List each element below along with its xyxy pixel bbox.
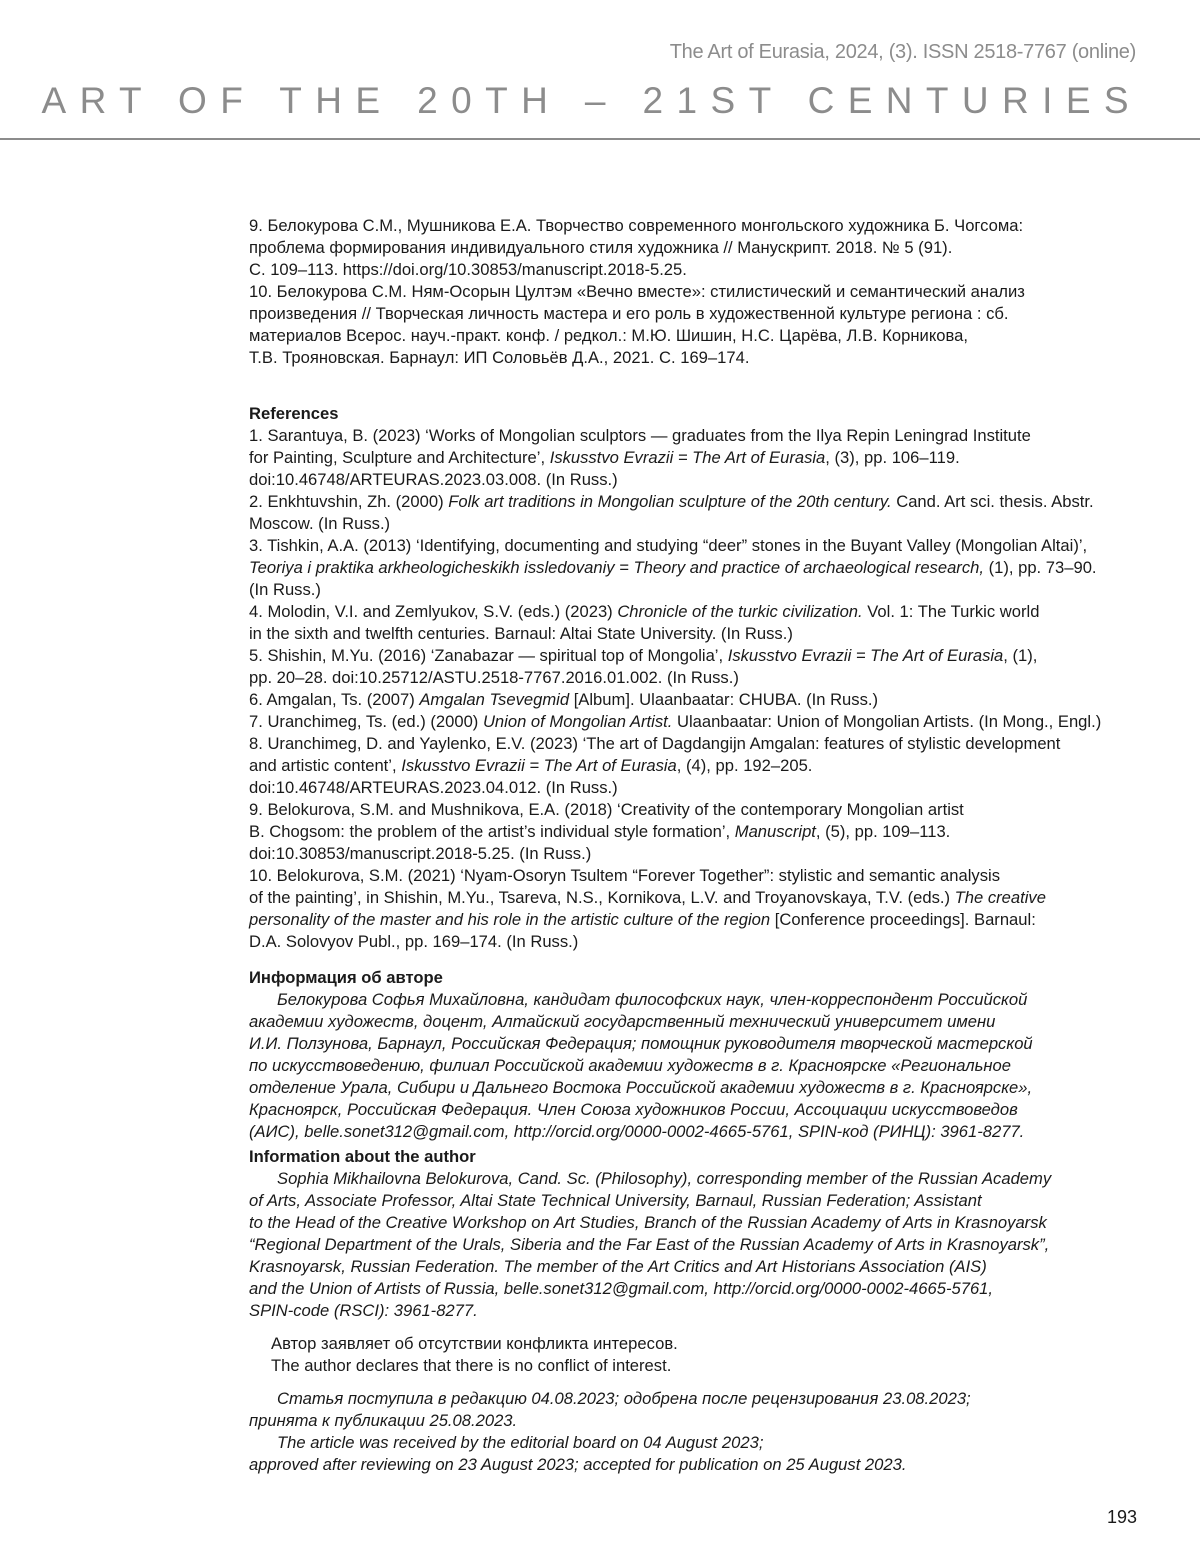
author-info-ru-line: академии художеств, доцент, Алтайский государственный технический университет имени: [249, 1012, 996, 1031]
ref-1-line-2: for Painting, Sculpture and Architecture’, Iskusstvo Evrazii = The Art of Eurasia, (3), pp. 106–119.: [249, 448, 960, 467]
ref-ru-10-line-1: 10. Белокурова С.М. Ням-Осорын Цултэм «Вечно вместе»: стилистический и семантический анализ: [249, 282, 1025, 301]
ref-4-line-1: 4. Molodin, V.I. and Zemlyukov, S.V. (eds.) (2023) Chronicle of the turkic civilization. Vol. 1: The Turkic world: [249, 602, 1040, 621]
ref-6: 6. Amgalan, Ts. (2007) Amgalan Tsevegmid [Album]. Ulaanbaatar: CHUBA. (In Russ.): [249, 690, 879, 709]
dates-en-line-1: The article was received by the editorial board on 04 August 2023;: [277, 1433, 764, 1452]
conflict-en: The author declares that there is no conflict of interest.: [271, 1356, 672, 1375]
author-info-en-line: “Regional Department of the Urals, Siberia and the Far East of the Russian Academy of Arts in Krasnoyarsk”,: [249, 1235, 1050, 1254]
ref-ru-9-line-2: проблема формирования индивидуального стиля художника // Манускрипт. 2018. № 5 (91).: [249, 238, 953, 257]
article-body: [249, 215, 1144, 1476]
ref-5-line-2: pp. 20–28. doi:10.25712/ASTU.2518-7767.2016.01.002. (In Russ.): [249, 668, 739, 687]
author-info-ru-line: по искусствоведению, филиал Российской академии художеств в г. Красноярске «Региональное: [249, 1056, 1011, 1075]
ref-8-line-3: doi:10.46748/ARTEURAS.2023.04.012. (In Russ.): [249, 778, 618, 797]
author-info-en-line: to the Head of the Creative Workshop on Art Studies, Branch of the Russian Academy of Arts in Krasnoyarsk: [249, 1213, 1047, 1232]
ref-ru-9-line-3: С. 109–113. https://doi.org/10.30853/manuscript.2018-5.25.: [249, 260, 687, 279]
author-info-ru-line: И.И. Ползунова, Барнаул, Российская Федерация; помощник руководителя творческой мастерской: [249, 1034, 1033, 1053]
ref-5-line-1: 5. Shishin, M.Yu. (2016) ‘Zanabazar — spiritual top of Mongolia’, Iskusstvo Evrazii = The Art of Eurasia, (1),: [249, 646, 1038, 665]
ref-10-line-1: 10. Belokurova, S.M. (2021) ‘Nyam-Osoryn Tsultem “Forever Together”: stylistic and semantic analysis: [249, 866, 1000, 885]
ref-8-line-1: 8. Uranchimeg, D. and Yaylenko, E.V. (2023) ‘The art of Dagdangijn Amgalan: features of stylistic development: [249, 734, 1061, 753]
dates-en-line-2: approved after reviewing on 23 August 2023; accepted for publication on 25 August 2023.: [249, 1455, 907, 1474]
ref-10-line-4: D.A. Solovyov Publ., pp. 169–174. (In Russ.): [249, 932, 579, 951]
author-info-ru-line: Белокурова Софья Михайловна, кандидат философских наук, член-корреспондент Российской: [277, 990, 1028, 1009]
ref-2-line-1: 2. Enkhtuvshin, Zh. (2000) Folk art traditions in Mongolian sculpture of the 20th century. Cand. Art sci. thesis. Abstr.: [249, 492, 1094, 511]
author-info-en: [249, 1146, 1144, 1322]
dates-ru-line-1: Статья поступила в редакцию 04.08.2023; одобрена после рецензирования 23.08.2023;: [277, 1389, 971, 1408]
author-info-en-line: SPIN-code (RSCI): 3961-8277.: [249, 1301, 478, 1320]
author-info-ru-line: Красноярск, Российская Федерация. Член Союза художников России, Ассоциации искусствоведов: [249, 1100, 1018, 1119]
russian-reference-list: [249, 215, 1144, 369]
author-info-en-line: and the Union of Artists of Russia, belle.sonet312@gmail.com, http://orcid.org/0000-0002-4665-5761,: [249, 1279, 994, 1298]
author-info-ru-line: отделение Урала, Сибири и Дальнего Востока Российской академии художеств в г. Красноярске»,: [249, 1078, 1033, 1097]
ref-9-line-1: 9. Belokurova, S.M. and Mushnikova, E.A. (2018) ‘Creativity of the contemporary Mongolian artist: [249, 800, 964, 819]
ref-3-line-1: 3. Tishkin, A.A. (2013) ‘Identifying, documenting and studying “deer” stones in the Buyant Valley (Mongolian Altai)’,: [249, 536, 1088, 555]
dates-ru-line-2: принята к публикации 25.08.2023.: [249, 1411, 518, 1430]
ref-ru-10-line-2: произведения // Творческая личность мастера и его роль в художественной культуре региона : сб.: [249, 304, 1009, 323]
ref-ru-10-line-4: Т.В. Трояновская. Барнаул: ИП Соловьёв Д.А., 2021. С. 169–174.: [249, 348, 750, 367]
author-info-ru-line: (АИС), belle.sonet312@gmail.com, http://orcid.org/0000-0002-4665-5761, SPIN-код (РИНЦ): 3961-8277.: [249, 1122, 1025, 1141]
ref-1-line-1: 1. Sarantuya, B. (2023) ‘Works of Mongolian sculptors — graduates from the Ilya Repin Leningrad Institute: [249, 426, 1031, 445]
ref-3-line-3: (In Russ.): [249, 580, 321, 599]
ref-ru-9-line-1: 9. Белокурова С.М., Мушникова Е.А. Творчество современного монгольского художника Б. Чогсома:: [249, 216, 1024, 235]
conflict-statement: [249, 1333, 1144, 1377]
references-section: [249, 403, 1144, 953]
journal-info: The Art of Eurasia, 2024, (3). ISSN 2518-7767 (online): [669, 41, 1136, 63]
ref-4-line-2: in the sixth and twelfth centuries. Barnaul: Altai State University. (In Russ.): [249, 624, 793, 643]
ref-2-line-2: Moscow. (In Russ.): [249, 514, 391, 533]
author-info-en-line: of Arts, Associate Professor, Altai State Technical University, Barnaul, Russian Federation; Assistant: [249, 1191, 982, 1210]
section-title: ART OF THE 20TH – 21ST CENTURIES: [41, 80, 1142, 121]
header-rule: [0, 138, 1200, 140]
ref-10-line-2: of the painting’, in Shishin, M.Yu., Tsareva, N.S., Kornikova, L.V. and Troyanovskaya, T.V. (eds.) The creative: [249, 888, 1046, 907]
ref-3-line-2: Teoriya i praktika arkheologicheskikh issledovaniy = Theory and practice of archaeological research, (1), pp. 73–90.: [249, 558, 1097, 577]
references-heading: References: [249, 404, 339, 423]
author-info-ru: [249, 967, 1144, 1143]
author-info-ru-heading: Информация об авторе: [249, 968, 443, 987]
ref-8-line-2: and artistic content’, Iskusstvo Evrazii = The Art of Eurasia, (4), pp. 192–205.: [249, 756, 813, 775]
page-number: 193: [1106, 1507, 1137, 1527]
author-info-en-heading: Information about the author: [249, 1147, 476, 1166]
ref-9-line-3: doi:10.30853/manuscript.2018-5.25. (In Russ.): [249, 844, 592, 863]
ref-9-line-2: B. Chogsom: the problem of the artist’s individual style formation’, Manuscript, (5), pp. 109–113.: [249, 822, 951, 841]
author-info-en-line: Krasnoyarsk, Russian Federation. The member of the Art Critics and Art Historians Association (AIS): [249, 1257, 987, 1276]
article-dates: [249, 1388, 1144, 1476]
ref-7: 7. Uranchimeg, Ts. (ed.) (2000) Union of Mongolian Artist. Ulaanbaatar: Union of Mongolian Artists. (In Mong., Engl.): [249, 712, 1102, 731]
author-info-en-line: Sophia Mikhailovna Belokurova, Cand. Sc. (Philosophy), corresponding member of the Russian Academy: [277, 1169, 1052, 1188]
ref-1-line-3: doi:10.46748/ARTEURAS.2023.03.008. (In Russ.): [249, 470, 618, 489]
conflict-ru: Автор заявляет об отсутствии конфликта интересов.: [271, 1334, 678, 1353]
ref-ru-10-line-3: материалов Всерос. науч.-практ. конф. / редкол.: М.Ю. Шишин, Н.С. Царёва, Л.В. Корникова,: [249, 326, 968, 345]
ref-10-line-3: personality of the master and his role in the artistic culture of the region [Conference proceedings]. Barnaul:: [249, 910, 1036, 929]
